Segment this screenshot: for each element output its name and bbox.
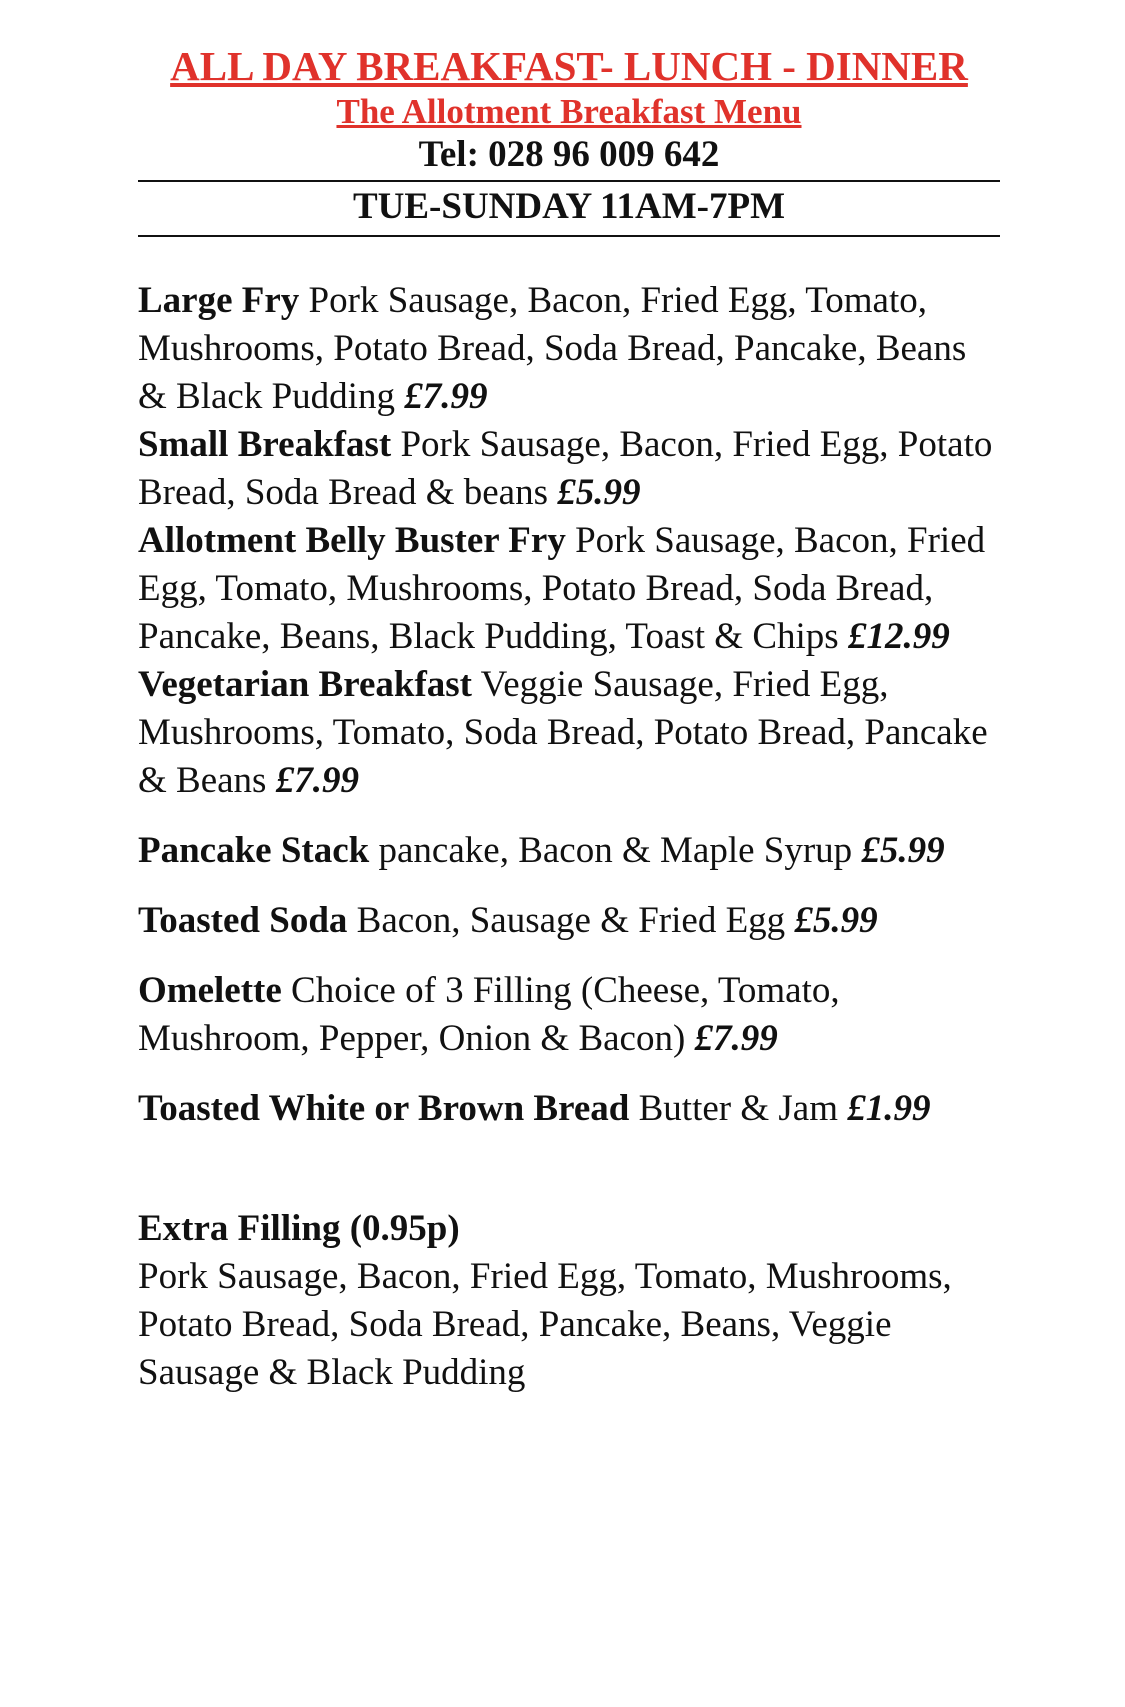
item-name: Allotment Belly Buster Fry [138,519,566,561]
item-price: £5.99 [794,899,878,941]
item-description: Butter & Jam [638,1087,838,1129]
item-price: £5.99 [861,829,945,871]
item-price: £7.99 [694,1017,778,1059]
item-name: Small Breakfast [138,423,392,465]
item-name: Toasted White or Brown Bread [138,1087,630,1129]
menu-item-pancake-stack [138,827,1000,875]
item-price: £7.99 [404,375,488,417]
item-description: Pork Sausage, Bacon, Fried Egg, Tomato, Mushrooms, Potato Bread, Soda Bread, Pancake, Beans, Black Pudding, Toast & Chips [138,519,986,657]
menu-item-large-fry [138,277,1000,421]
item-description: Bacon, Sausage & Fried Egg [356,899,786,941]
item-price: £1.99 [847,1087,931,1129]
menu-subtitle: The Allotment Breakfast Menu [336,91,802,131]
menu-item-small-breakfast [138,421,1000,517]
opening-hours: TUE-SUNDAY 11AM-7PM [138,182,1000,236]
menu-item-omelette [138,967,1000,1063]
item-description: Choice of 3 Filling (Cheese, Tomato, Mushroom, Pepper, Onion & Bacon) [138,969,840,1059]
item-price: £5.99 [557,471,641,513]
item-name: Omelette [138,969,282,1011]
extra-filling-description: Pork Sausage, Bacon, Fried Egg, Tomato, Mushrooms, Potato Bread, Soda Bread, Pancake, Beans, Veggie Sausage & Black Pudding [138,1255,952,1393]
item-price: £7.99 [275,759,359,801]
menu-page [138,44,1000,1397]
extra-filling-title: Extra Filling (0.95p) [138,1207,460,1249]
menu-item-toasted-bread [138,1085,1000,1133]
item-description: Veggie Sausage, Fried Egg, Mushrooms, Tomato, Soda Bread, Potato Bread, Pancake & Beans [138,663,988,801]
menu-items [138,277,1000,1133]
item-description: Pork Sausage, Bacon, Fried Egg, Tomato, Mushrooms, Potato Bread, Soda Bread, Pancake, Beans & Black Pudding [138,279,967,417]
menu-item-toasted-soda [138,897,1000,945]
extra-filling-section [138,1205,1000,1397]
menu-item-vegetarian-breakfast [138,661,1000,805]
menu-item-belly-buster-fry [138,517,1000,661]
menu-title: ALL DAY BREAKFAST- LUNCH - DINNER [170,43,968,89]
item-name: Vegetarian Breakfast [138,663,472,705]
item-description: Pork Sausage, Bacon, Fried Egg, Potato Bread, Soda Bread & beans [138,423,993,513]
phone-number: Tel: 028 96 009 642 [138,133,1000,182]
item-name: Large Fry [138,279,300,321]
item-description: pancake, Bacon & Maple Syrup [378,829,853,871]
item-price: £12.99 [847,615,950,657]
item-name: Pancake Stack [138,829,370,871]
item-name: Toasted Soda [138,899,348,941]
